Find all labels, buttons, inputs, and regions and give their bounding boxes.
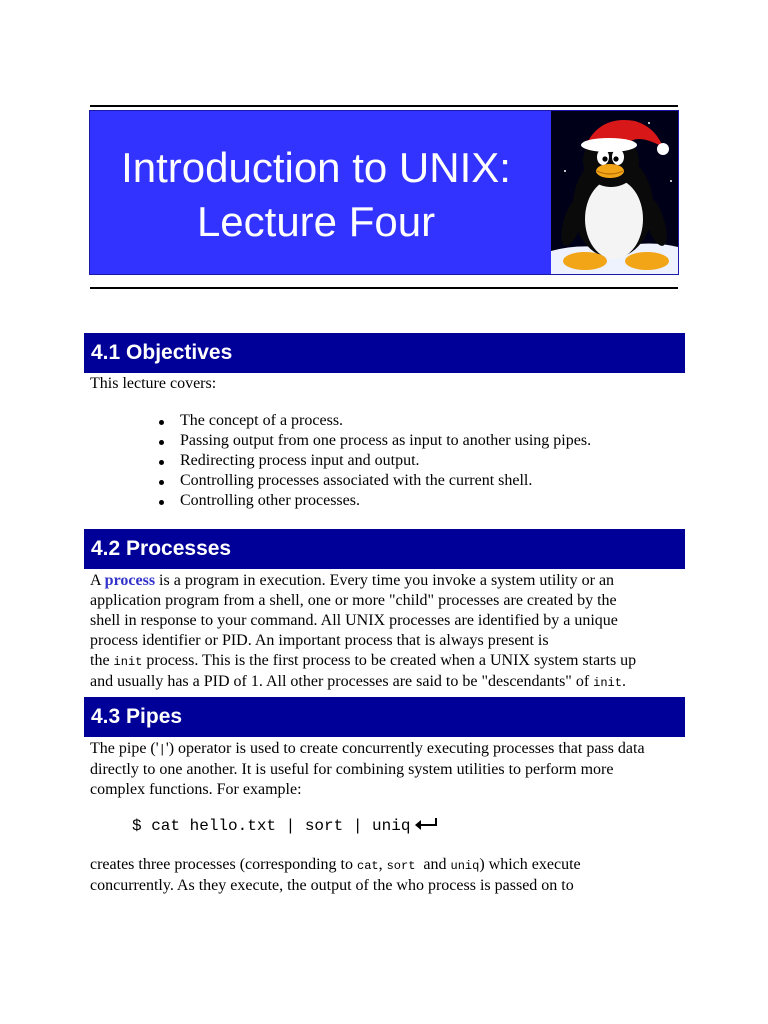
text-run: ') operator is used to create concurrently executing processes that pass data xyxy=(165,740,645,757)
text-run: process. This is the first process to be created when a UNIX system starts up xyxy=(142,652,637,669)
inline-code-sort: sort xyxy=(386,859,416,873)
text-run: The pipe (' xyxy=(90,740,159,757)
paragraph-line xyxy=(90,651,680,672)
text-run: is a program in execution. Every time you invoke a system utility or an xyxy=(155,572,615,589)
paragraph-line xyxy=(90,855,680,876)
section-title-processes: 4.2 Processes xyxy=(91,537,232,560)
inline-code-pipe: | xyxy=(158,743,166,757)
command-text: $ cat hello.txt | sort | uniq xyxy=(132,817,411,835)
title-line-1: Introduction to UNIX: xyxy=(121,144,511,191)
paragraph-line: concurrently. As they execute, the output of the who process is passed on to xyxy=(90,877,574,894)
list-item: Controlling processes associated with the current shell. xyxy=(180,471,591,491)
text-run: A xyxy=(90,572,105,589)
enter-key-icon xyxy=(414,816,438,839)
paragraph-line xyxy=(90,672,680,693)
tux-penguin-image xyxy=(551,111,678,274)
paragraph-line xyxy=(90,571,680,591)
objectives-intro: This lecture covers: xyxy=(90,375,217,392)
inline-code-uniq: uniq xyxy=(450,859,480,873)
paragraph-line: directly to one another. It is useful for combining system utilities to perform more xyxy=(90,761,614,778)
paragraph-line: shell in response to your command. All UNIX processes are identified by a unique xyxy=(90,612,618,629)
pipes-paragraph xyxy=(90,739,680,800)
inline-code-cat: cat xyxy=(357,859,379,873)
section-header-pipes xyxy=(84,697,685,737)
inline-code-init: init xyxy=(113,655,143,669)
bottom-divider xyxy=(90,287,678,289)
title-line-2: Lecture Four xyxy=(196,198,436,245)
pipes-explanation xyxy=(90,855,680,896)
text-run: . xyxy=(621,673,626,690)
text-run: , xyxy=(378,856,387,873)
paragraph-line: process identifier or PID. An important process that is always present is xyxy=(90,632,549,649)
section-title-pipes: 4.3 Pipes xyxy=(91,705,183,728)
list-item: Redirecting process input and output. xyxy=(180,451,591,471)
paragraph-line xyxy=(90,739,680,760)
text-run: the xyxy=(90,652,114,669)
section-header-processes xyxy=(84,529,685,569)
text-run: creates three processes (corresponding to xyxy=(90,856,357,873)
list-item: Controlling other processes. xyxy=(180,491,591,511)
inline-code-init: init xyxy=(593,676,622,690)
page-title xyxy=(90,141,542,249)
process-keyword-link[interactable]: process xyxy=(104,572,156,589)
section-header-objectives xyxy=(84,333,685,373)
top-divider xyxy=(90,105,678,107)
list-item: Passing output from one process as input to another using pipes. xyxy=(180,432,592,449)
section-title-objectives: 4.1 Objectives xyxy=(91,341,233,364)
paragraph-line: application program from a shell, one or more "child" processes are created by the xyxy=(90,592,617,609)
objectives-list xyxy=(180,411,591,511)
command-example xyxy=(132,815,438,839)
text-run: and xyxy=(415,856,451,873)
list-item: The concept of a process. xyxy=(180,411,591,431)
paragraph-line: complex functions. For example: xyxy=(90,781,302,798)
text-run: ) which execute xyxy=(479,856,581,873)
title-banner xyxy=(89,110,679,275)
processes-paragraph xyxy=(90,571,680,693)
text-run: and usually has a PID of 1. All other processes are said to be "descendants" of xyxy=(90,673,594,690)
